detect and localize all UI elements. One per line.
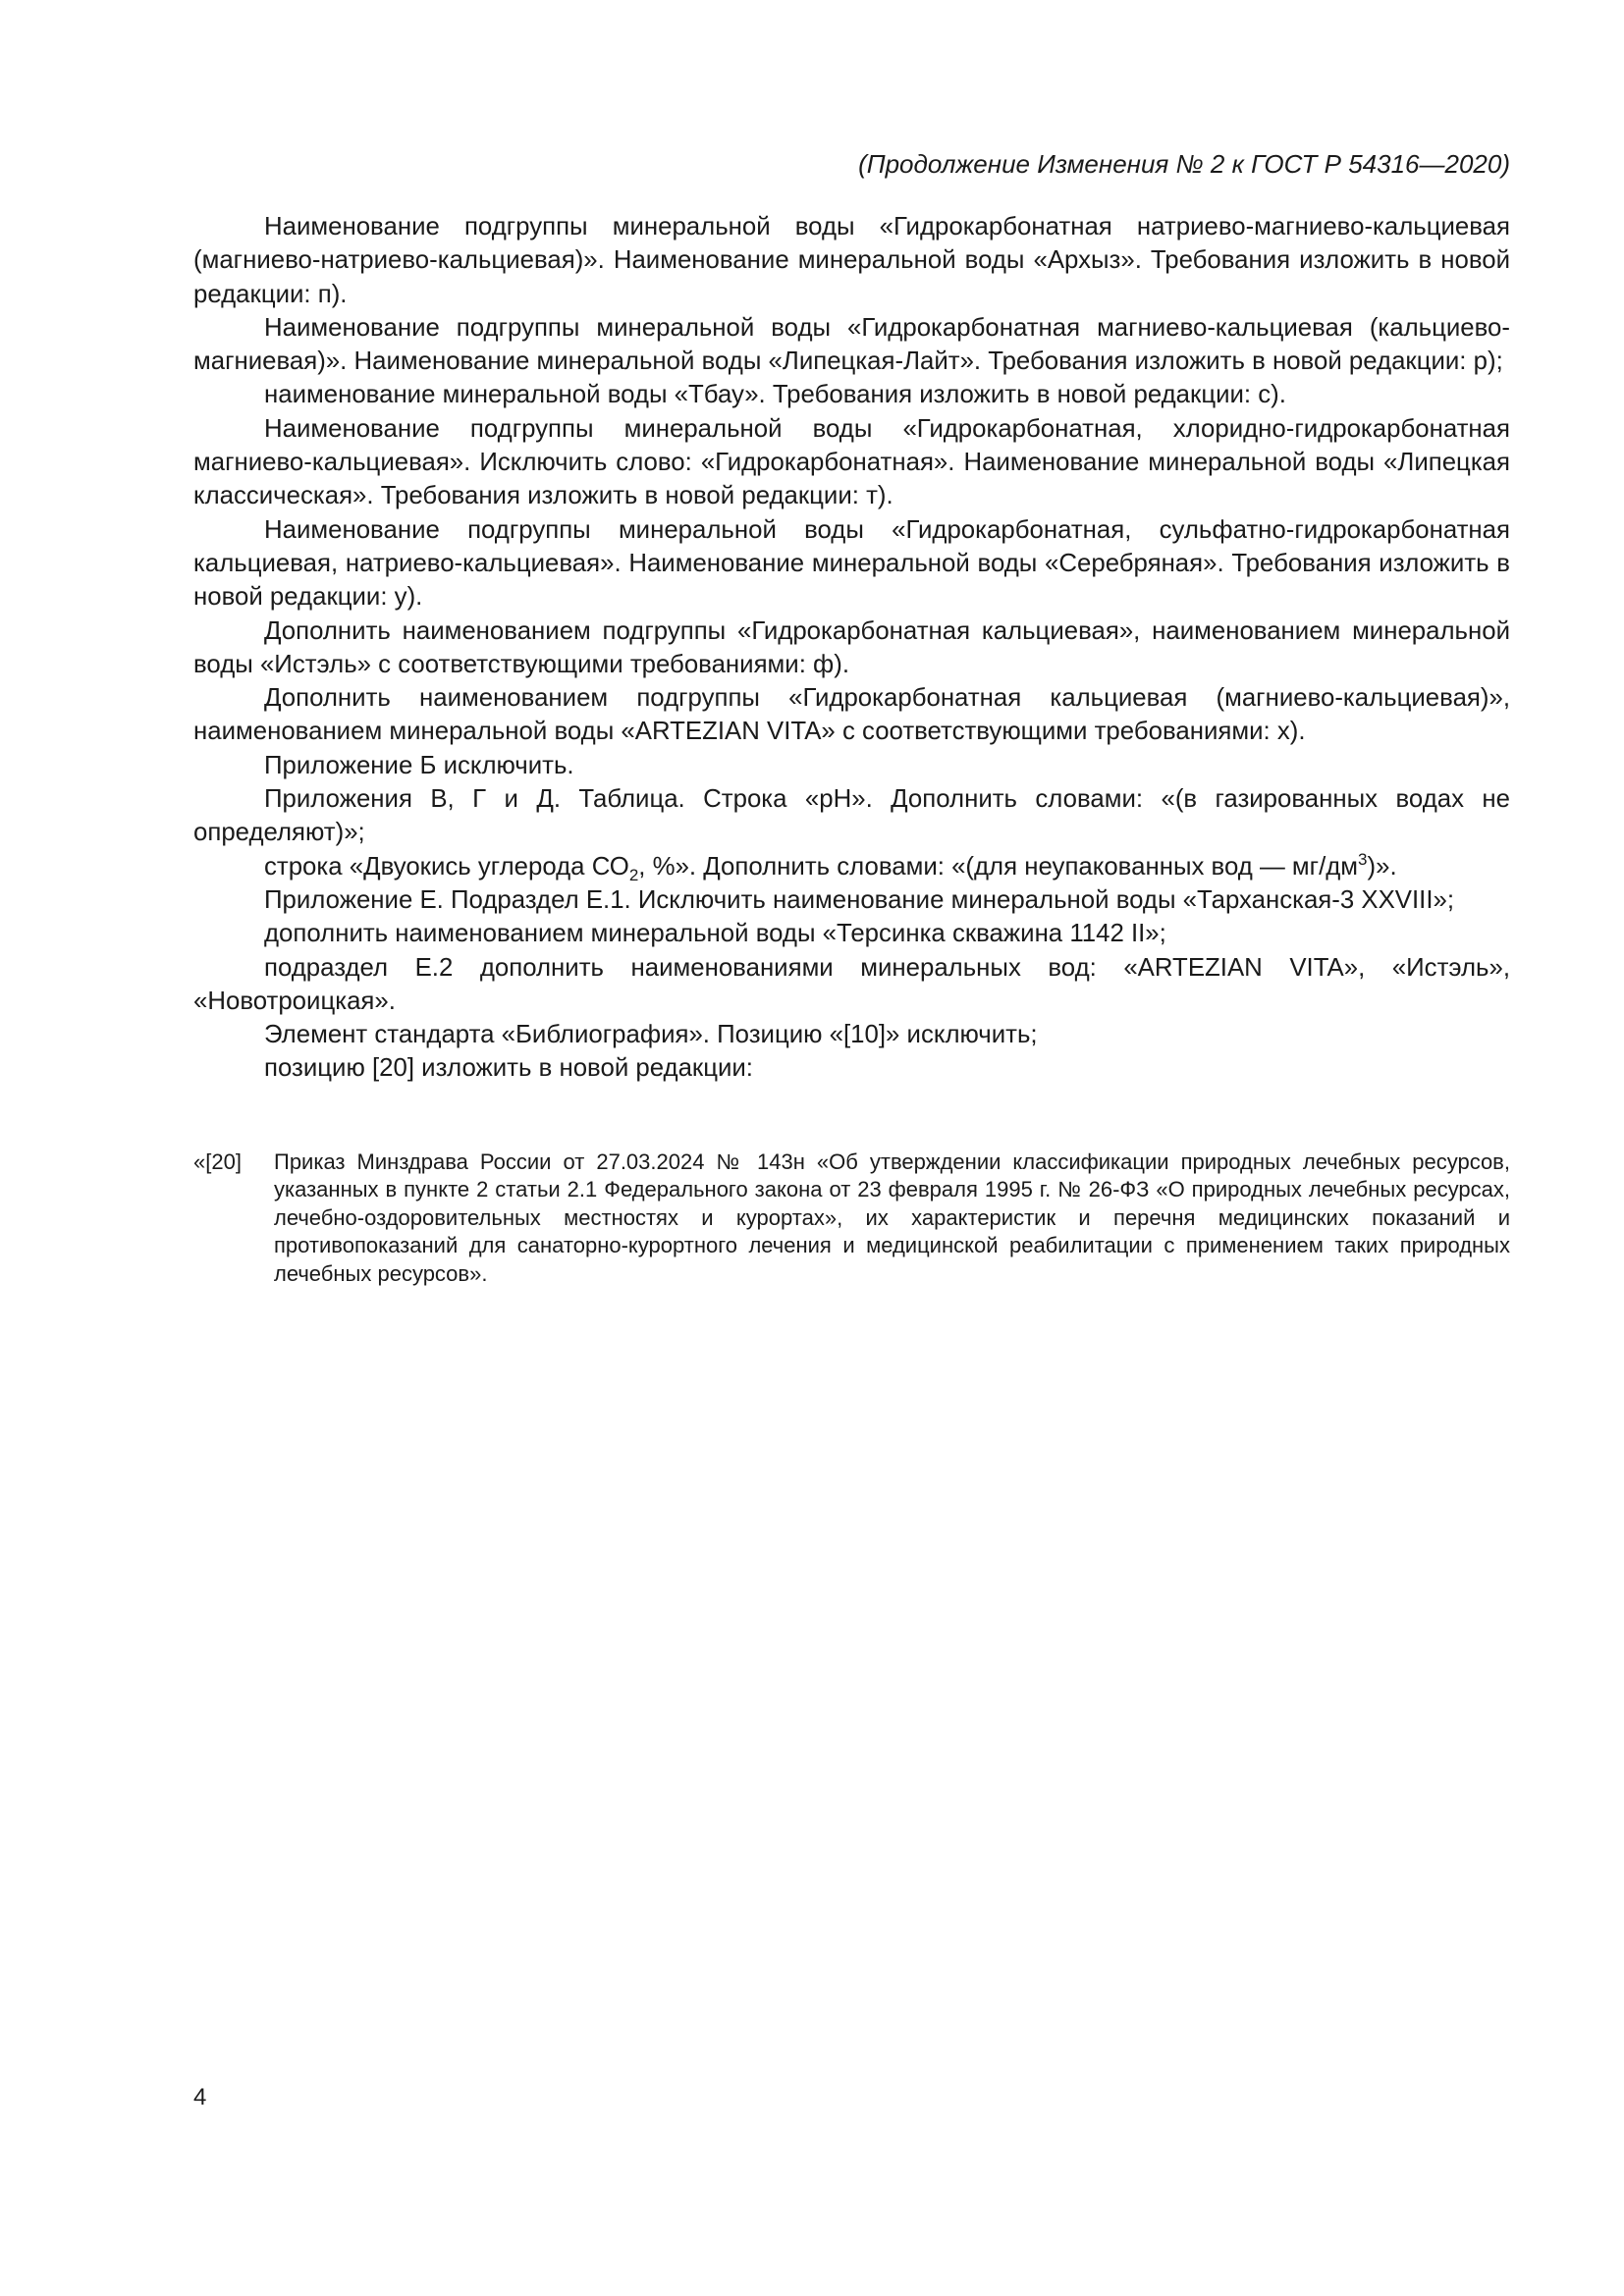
- paragraph-appendix-b: Приложение Б исключить.: [264, 751, 574, 779]
- paragraph-artezian-vita: Дополнить наименованием подгруппы «Гидрокарбонатная кальциевая (магниево-кальциевая)», наименованием минеральной воды «ARTEZIAN VITA» с соответствующими требованиями: х).: [193, 684, 1510, 746]
- page-number: 4: [193, 2084, 207, 2110]
- page-header-continuation: (Продолжение Изменения № 2 к ГОСТ Р 54316—2020): [858, 149, 1510, 179]
- paragraph-lipetskaya-klassicheskaya: Наименование подгруппы минеральной воды «Гидрокарбонатная, хлоридно-гидрокарбонатная магниево-кальциевая». Исключить слово: «Гидрокарбонатная». Наименование минеральной воды «Липецкая классическая». Требования изложить в новой редакции: т).: [193, 414, 1510, 510]
- paragraph-istel: Дополнить наименованием подгруппы «Гидрокарбонатная кальциевая», наименованием минеральной воды «Истэль» с соответствующими требованиями: ф).: [193, 616, 1510, 678]
- bibliography-entry: [193, 1148, 1510, 1288]
- document-body: [193, 210, 1510, 1086]
- paragraph-serebryanaya: Наименование подгруппы минеральной воды «Гидрокарбонатная, сульфатно-гидрокарбонатная кальциевая, натриево-кальциевая». Наименование минеральной воды «Серебряная». Требования изложить в новой редакции: у).: [193, 515, 1510, 612]
- co2-superscript: 3: [1358, 849, 1368, 869]
- co2-text-part2: , %». Дополнить словами: «(для неупакованных вод — мг/дм: [638, 852, 1359, 881]
- paragraph-co2-row: [193, 850, 1510, 883]
- paragraph-tbau: наименование минеральной воды «Тбау». Требования изложить в новой редакции: с).: [264, 381, 1286, 409]
- paragraph-position-20: позицию [20] изложить в новой редакции:: [264, 1054, 753, 1083]
- paragraph-ph-row: Приложения В, Г и Д. Таблица. Строка «рН». Дополнить словами: «(в газированных водах не определяют)»;: [193, 785, 1510, 847]
- paragraph-appendix-e2: подраздел Е.2 дополнить наименованиями минеральных вод: «ARTEZIAN VITA», «Истэль», «Новотроицкая».: [193, 953, 1510, 1015]
- paragraph-arkhyz: Наименование подгруппы минеральной воды «Гидрокарбонатная натриево-магниево-кальциевая (магниево-натриево-кальциевая)». Наименование минеральной воды «Архыз». Требования изложить в новой редакции: п).: [193, 213, 1510, 308]
- co2-text-part1: строка «Двуокись углерода СО: [264, 852, 629, 881]
- bibliography-entry-text: Приказ Минздрава России от 27.03.2024 № 143н «Об утверждении классификации природных лечебных ресурсов, указанных в пункте 2 статьи 2.1 Федерального закона от 23 февраля 1995 г. № 26-ФЗ «О природных лечебных ресурсах, лечебно-оздоровительных местностях и курортах», их характеристик и перечня медицинских показаний и противопоказаний для санаторно-курортного лечения и медицинской реабилитации с применением таких природных лечебных ресурсов».: [274, 1149, 1510, 1286]
- paragraph-bibliography-element: Элемент стандарта «Библиография». Позицию «[10]» исключить;: [264, 1021, 1038, 1049]
- paragraph-tersinka: дополнить наименованием минеральной воды «Терсинка скважина 1142 II»;: [264, 920, 1166, 948]
- co2-text-part3: )».: [1367, 852, 1397, 881]
- bibliography-entry-number: «[20]: [193, 1149, 242, 1174]
- co2-subscript: 2: [628, 865, 639, 884]
- paragraph-lipetskaya-lait: Наименование подгруппы минеральной воды «Гидрокарбонатная магниево-кальциевая (кальциево-магниевая)». Наименование минеральной воды «Липецкая-Лайт». Требования изложить в новой редакции: р);: [193, 313, 1510, 376]
- paragraph-appendix-e1: Приложение Е. Подраздел Е.1. Исключить наименование минеральной воды «Тарханская-3 XXVIII»;: [264, 885, 1455, 914]
